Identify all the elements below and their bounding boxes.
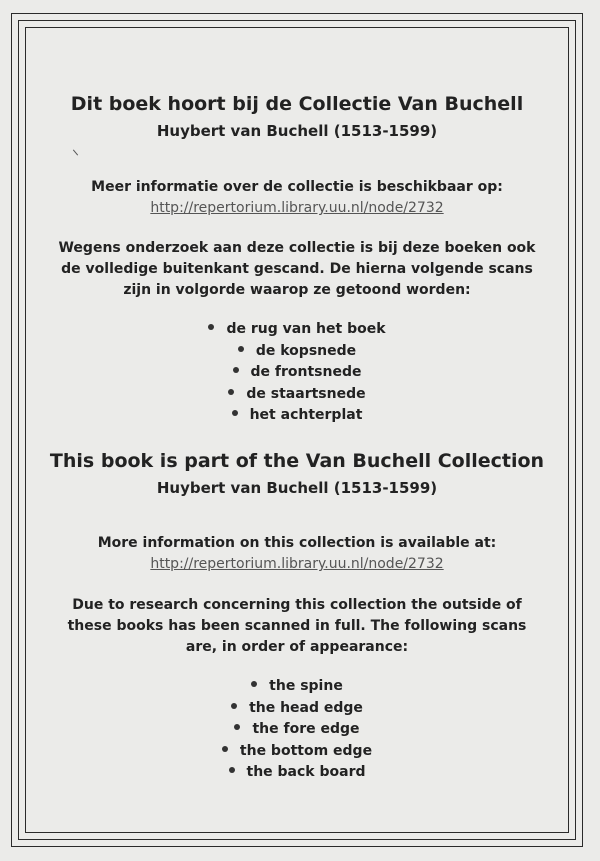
list-item [25, 676, 569, 698]
list-item-label: the spine [269, 678, 343, 694]
bullet-icon [231, 703, 237, 709]
list-item [25, 405, 569, 427]
list-item-label: de rug van het boek [226, 321, 386, 337]
bullet-icon [208, 324, 214, 330]
list-item-label: the bottom edge [239, 742, 373, 759]
list-item [25, 384, 569, 406]
list-item-label: the fore edge [252, 721, 360, 737]
bullet-icon [233, 367, 239, 373]
bullet-icon [232, 410, 238, 416]
list-item-label: the head edge [249, 699, 363, 716]
english-link[interactable]: http://repertorium.library.uu.nl/node/2732 [150, 556, 444, 572]
english-info: More information on this collection is available at: [97, 535, 497, 551]
list-item [25, 319, 569, 341]
list-item [25, 698, 569, 720]
bullet-icon [251, 681, 257, 687]
bullet-icon [238, 346, 244, 352]
english-paragraph: Due to research concerning this collection the outside of these books has been scanned in full. The following scans are, in order of appearance: [67, 597, 527, 655]
bullet-icon [222, 746, 228, 752]
english-author: Huybert van Buchell (1513-1599) [156, 479, 438, 497]
english-scan-list [25, 676, 569, 784]
bullet-icon [228, 389, 234, 395]
list-item-label: the back board [246, 764, 366, 780]
list-item [25, 762, 569, 784]
content-area [25, 27, 569, 833]
list-item [25, 719, 569, 741]
list-item [25, 341, 569, 363]
list-item [25, 741, 569, 763]
dutch-author: Huybert van Buchell (1513-1599) [156, 122, 438, 140]
list-item [25, 362, 569, 384]
dutch-scan-list [25, 319, 569, 427]
dutch-info: Meer informatie over de collectie is beschikbaar op: [91, 179, 503, 195]
dutch-title: Dit boek hoort bij de Collectie Van Buchell [70, 93, 524, 115]
bullet-icon [234, 724, 240, 730]
bullet-icon [229, 767, 235, 773]
dutch-link[interactable]: http://repertorium.library.uu.nl/node/2732 [150, 200, 444, 216]
english-title: This book is part of the Van Buchell Collection [49, 450, 545, 472]
list-item-label: het achterplat [249, 407, 363, 423]
list-item-label: de kopsnede [255, 342, 357, 359]
list-item-label: de staartsnede [246, 385, 366, 402]
dutch-paragraph: Wegens onderzoek aan deze collectie is bij deze boeken ook de volledige buitenkant gescand. De hierna volgende scans zijn in volgorde waarop ze getoond worden: [58, 240, 536, 298]
list-item-label: de frontsnede [250, 364, 362, 380]
